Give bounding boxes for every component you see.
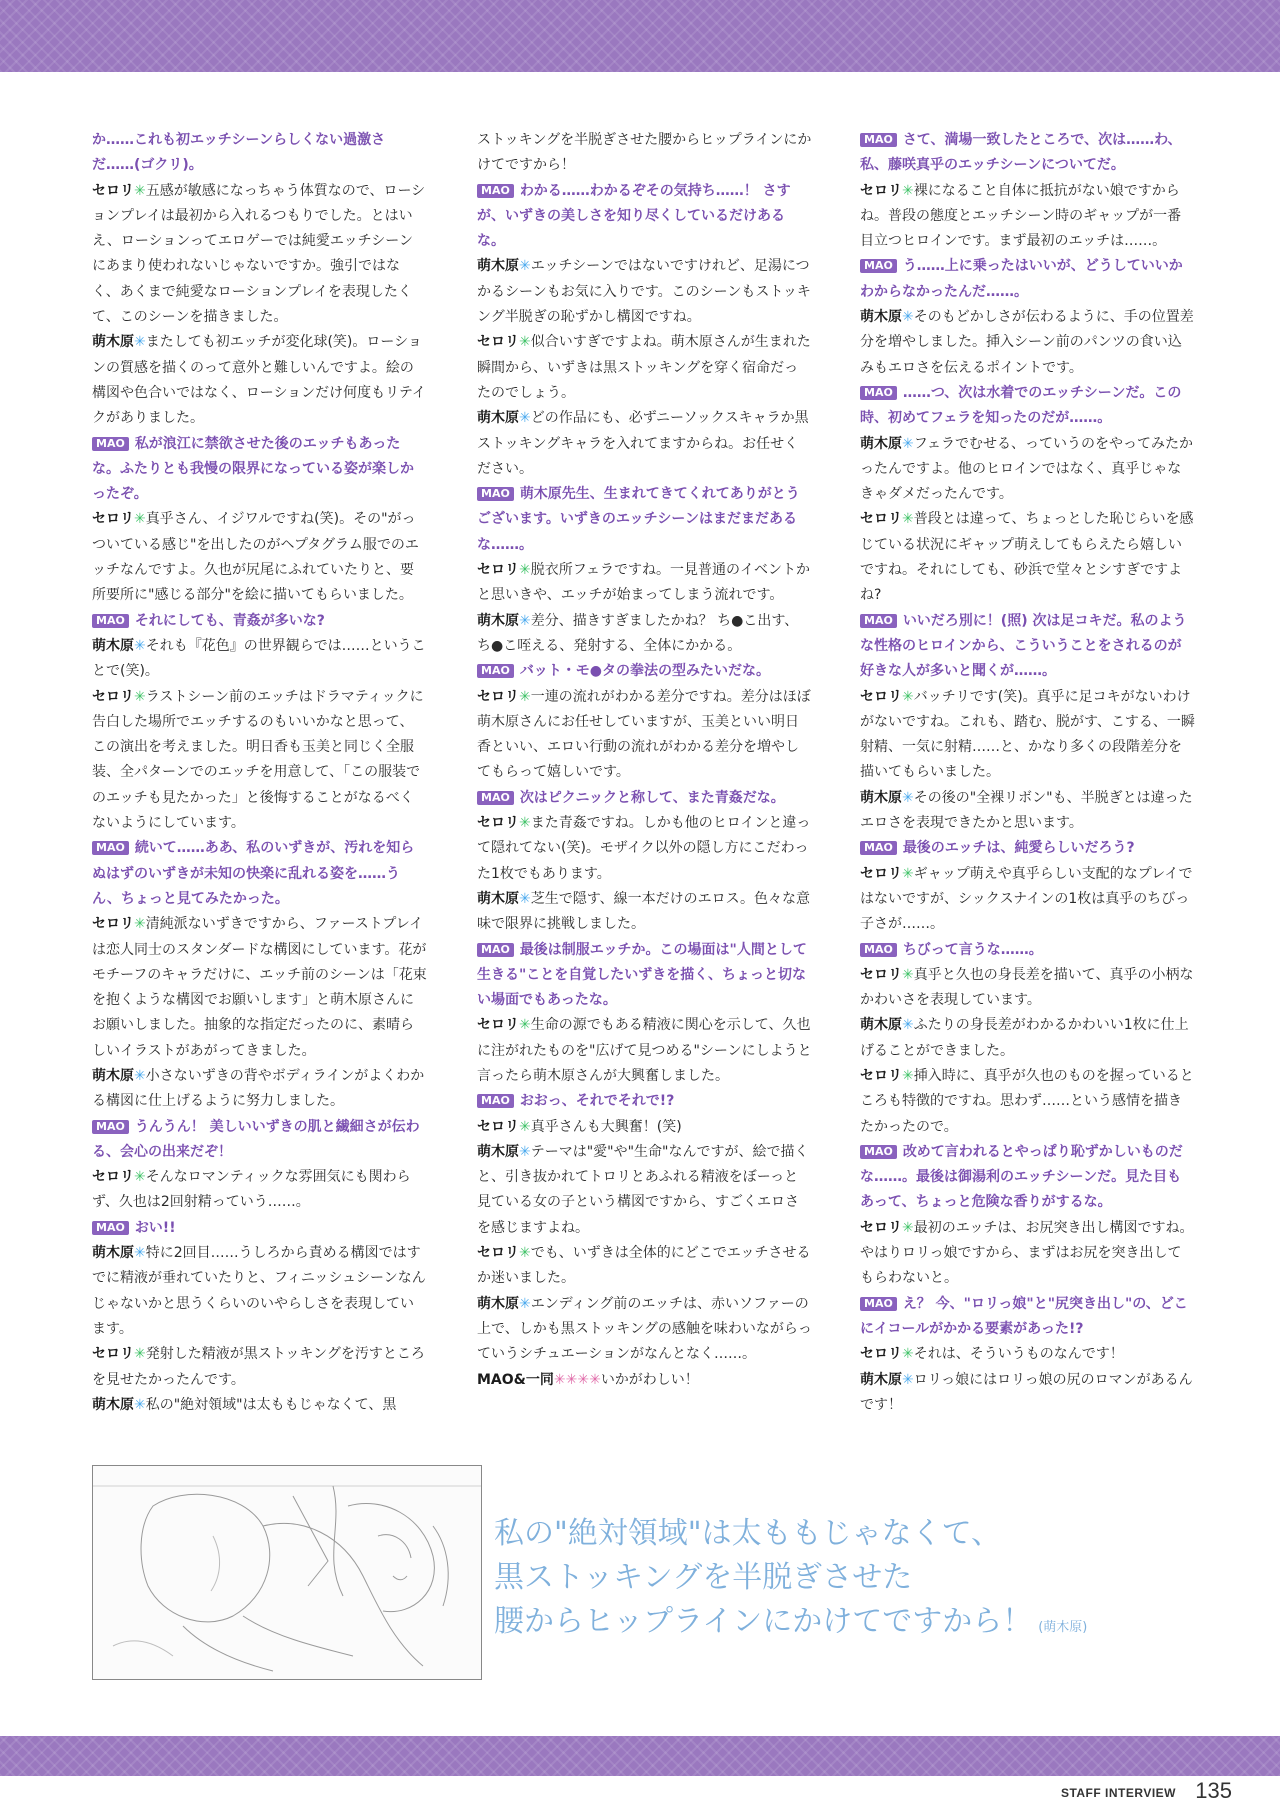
asterisk-icon: ✳: [134, 1396, 146, 1413]
speech-text: 裸になること自体に抵抗がない娘ですからね。普段の態度とエッチシーン時のギャップが一番目立つヒロインです。まず最初のエッチは……。: [860, 182, 1182, 250]
speaker-name: セロリ: [860, 182, 902, 199]
interview-line: [92, 912, 427, 1064]
speech-text: いかがわしい！: [600, 1371, 699, 1388]
speaker-badge-mao: MAO: [860, 259, 897, 273]
speech-text: バット・モ●タの拳法の型みたいだな。: [519, 663, 771, 680]
asterisk-icon: ✳: [519, 890, 531, 907]
interview-line: [860, 609, 1195, 685]
speech-text: エッチシーンではないですけれど、足湯につかるシーンもお気に入りです。このシーンもストッキング半脱ぎの恥ずかし構図ですね。: [477, 258, 811, 326]
asterisk-icon: ✳: [902, 1219, 914, 1236]
asterisk-icon: ✳: [134, 511, 146, 528]
speech-text: 生命の源でもある精液に関心を示して、久也に注がれたものを"広げて見つめる"シーンにしようと言ったら萌木原さんが大興奮しました。: [477, 1017, 812, 1084]
interview-line: [860, 1368, 1195, 1419]
speech-text: それは、そういうものなんです！: [913, 1346, 1124, 1363]
speech-text: ラストシーン前のエッチはドラマティックに告白した場所でエッチするのもいいかなと思って、この演出を考えました。明日香も玉美と同じく全服装、全パターンでのエッチを用意して、「この服装でのエッチも見たかった」と後悔することがなるべくないようにしています。: [92, 688, 424, 832]
asterisk-icon: ✳: [519, 1143, 531, 1160]
speech-text: おおっ、それでそれで!?: [519, 1093, 675, 1110]
speaker-name: セロリ: [477, 1118, 519, 1135]
interview-line: [477, 1089, 812, 1114]
asterisk-icon: ✳: [902, 1346, 914, 1363]
interview-line: [477, 887, 812, 938]
speech-text: 五感が敏感になっちゃう体質なので、ローションプレイは最初から入れるつもりでした。とはいえ、ローションってエロゲーでは純愛エッチシーンにあまり使われないじゃないですか。強引ではなく、あくまで純愛なローションプレイを表現したくて、このシーンを描きました。: [92, 182, 426, 326]
speaker-name: MAO&一同: [477, 1371, 554, 1388]
speech-text: 私の"絶対領域"は太ももじゃなくて、黒: [145, 1396, 397, 1413]
speech-text: 差分、描きすぎましたかね？ ち●こ出す、ち●こ咥える、発射する、全体にかかる。: [477, 612, 799, 654]
interview-line: [92, 609, 427, 634]
speech-text: 続いて……ああ、私のいずきが、汚れを知らぬはずのいずきが未知の快楽に乱れる姿を……うん、ちょっと見てみたかった。: [92, 840, 415, 907]
asterisk-icon: ✳: [519, 1295, 531, 1312]
speech-text: え？ 今、"ロリっ娘"と"尻突き出し"の、どこにイコールがかかる要素があった!?: [860, 1295, 1188, 1337]
interview-line: [860, 179, 1195, 255]
speech-text: どの作品にも、必ずニーソックスキャラか黒ストッキングキャラを入れてますからね。お任せください。: [477, 410, 809, 477]
speech-text: 私が浪江に禁欲させた後のエッチもあったな。ふたりとも我慢の限界になっている姿が楽しかったぞ。: [92, 435, 414, 503]
speech-text: 次はピクニックと称して、また青姦だな。: [519, 789, 785, 806]
speaker-name: セロリ: [477, 688, 519, 705]
interview-line: [477, 1140, 812, 1241]
interview-line: [477, 1013, 812, 1089]
speech-text: うんうん！ 美しいいずきの肌と繊細さが伝わる、会心の出来だぞ！: [92, 1118, 420, 1160]
speech-text: でも、いずきは全体的にどこでエッチさせるか迷いました。: [477, 1245, 811, 1287]
section-label: STAFF INTERVIEW: [1060, 1786, 1176, 1800]
interview-line: [477, 558, 812, 609]
interview-line: [92, 330, 427, 431]
column-right: [860, 128, 1195, 1438]
sketch-drawing: [93, 1466, 481, 1679]
speech-text: ロリっ娘にはロリっ娘の尻のロマンがあるんです！: [860, 1371, 1193, 1413]
speech-text: 最後のエッチは、純愛らしいだろう?: [902, 840, 1135, 857]
pull-quote-line-1: 私の"絶対領域"は太ももじゃなくて、: [494, 1516, 1001, 1551]
interview-line: [860, 786, 1195, 837]
interview-body: [92, 128, 1200, 1438]
speaker-name: セロリ: [92, 1346, 134, 1363]
speech-text: そのもどかしさが伝わるように、手の位置差分を増やしました。挿入シーン前のパンツの食い込みもエロさを伝えるポイントです。: [860, 309, 1194, 376]
speaker-name: 萌木原: [477, 612, 519, 629]
speech-text: か……これも初エッチシーンらしくない過激さだ……(ゴクリ)。: [92, 132, 386, 174]
speaker-name: セロリ: [92, 511, 134, 528]
interview-line: [860, 254, 1195, 305]
speaker-name: 萌木原: [860, 1371, 902, 1388]
interview-line: [860, 128, 1195, 179]
speech-text: 真乎さんも大興奮！(笑): [530, 1118, 682, 1135]
speaker-badge-mao: MAO: [477, 184, 514, 198]
speech-text: わかる……わかるぞその気持ち……！ さすが、いずきの美しさを知り尽くしているだけあるな。: [477, 182, 791, 250]
interview-line: [860, 432, 1195, 508]
pull-quote-line-3-wrap: [494, 1600, 1194, 1650]
interview-line: [860, 836, 1195, 861]
speaker-badge-mao: MAO: [477, 791, 514, 805]
interview-line: [92, 1165, 427, 1216]
speaker-name: 萌木原: [477, 410, 519, 427]
asterisk-icon: ✳: [519, 815, 531, 832]
interview-line: [92, 634, 427, 685]
interview-line: [477, 254, 812, 330]
speech-text: ストッキングを半脱ぎさせた腰からヒップラインにかけてですから！: [477, 132, 812, 174]
page-number: 135: [1195, 1778, 1232, 1803]
speaker-name: セロリ: [477, 815, 519, 832]
speech-text: 改めて言われるとやっぱり恥ずかしいものだな……。最後は御湯利のエッチシーンだ。見た目もあって、ちょっと危険な香りがするな。: [860, 1143, 1183, 1211]
interview-line: [860, 1292, 1195, 1343]
speaker-badge-mao: MAO: [477, 487, 514, 501]
speaker-name: 萌木原: [477, 1143, 519, 1160]
asterisk-icon: ✳: [519, 1118, 531, 1135]
speech-text: おい!!: [134, 1219, 176, 1236]
interview-line: [860, 507, 1195, 608]
interview-line: [860, 963, 1195, 1014]
speech-text: 似合いすぎですよね。萌木原さんが生まれた瞬間から、いずきは黒ストッキングを穿く宿命だったのでしょう。: [477, 334, 811, 401]
speech-text: 脱衣所フェラですね。一見普通のイベントかと思いきや、エッチが始まってしまう流れです。: [477, 562, 811, 604]
asterisk-icon: ✳: [902, 435, 914, 452]
speaker-name: セロリ: [477, 1017, 519, 1034]
interview-line: [477, 1368, 812, 1393]
interview-line: [860, 1140, 1195, 1216]
interview-line: [477, 406, 812, 482]
speaker-name: 萌木原: [860, 309, 902, 326]
speech-text: ちびって言うな……。: [902, 941, 1043, 958]
speech-text: 芝生で隠す、線一本だけのエロス。色々な意味で限界に挑戦しました。: [477, 890, 811, 933]
asterisk-icon: ✳✳✳✳: [553, 1371, 601, 1388]
speech-text: 一連の流れがわかる差分ですね。差分はほぼ萌木原さんにお任せしていますが、玉美といい明日香といい、エロい行動の流れがわかる差分を増やしてもらって嬉しいです。: [477, 688, 811, 781]
interview-line: [92, 1115, 427, 1166]
speaker-badge-mao: MAO: [860, 386, 897, 400]
interview-line: [92, 836, 427, 912]
asterisk-icon: ✳: [519, 410, 531, 427]
asterisk-icon: ✳: [902, 182, 914, 199]
speech-text: 真乎さん、イジワルですね(笑)。その"がっついている感じ"を出したのがヘプタグラム服でのエッチなんですよ。久也が尻尾にふれていたりと、要所要所に"感じる部分"を絵に描いてもらいました。: [92, 511, 419, 604]
speaker-name: 萌木原: [92, 1396, 134, 1413]
speaker-name: セロリ: [477, 1245, 519, 1262]
pull-quote-line-3: 腰からヒップラインにかけてですから！: [494, 1604, 1033, 1639]
interview-line: [860, 1342, 1195, 1367]
interview-line: [860, 1064, 1195, 1140]
speech-text: エンディング前のエッチは、赤いソファーの上で、しかも黒ストッキングの感触を味わいながらっていうシチュエーションがなんとなく……。: [477, 1295, 812, 1363]
speaker-name: 萌木原: [860, 1017, 902, 1034]
speaker-name: セロリ: [860, 966, 902, 983]
speaker-badge-mao: MAO: [477, 943, 514, 957]
speech-text: 特に2回目……うしろから責める構図ではすでに精液が垂れていたりと、フィニッシュシーンなんじゃないかと思うくらいのいやらしさを表現しています。: [92, 1245, 426, 1337]
speech-text: 最後は制服エッチか。この場面は"人間として生きる"ことを自覚したいずきを描く、ちょっと切ない場面でもあったな。: [477, 941, 807, 1009]
asterisk-icon: ✳: [519, 1017, 531, 1034]
speaker-name: 萌木原: [92, 637, 134, 654]
speech-text: また青姦ですね。しかも他のヒロインと違って隠れてない(笑)。モザイク以外の隠し方にこだわった1枚でもあります。: [477, 815, 811, 882]
interview-line: [477, 128, 812, 179]
asterisk-icon: ✳: [134, 182, 146, 199]
pull-quote: [494, 1512, 1194, 1650]
speech-text: 小さないずきの背やボディラインがよくわかる構図に仕上げるように努力しました。: [92, 1067, 425, 1110]
speech-text: バッチリです(笑)。真乎に足コキがないわけがないですね。これも、踏む、脱がす、こする、一瞬射精、一気に射精……と、かなり多くの段階差分を描いてもらいました。: [860, 688, 1195, 781]
speaker-badge-mao: MAO: [92, 614, 129, 628]
asterisk-icon: ✳: [902, 1371, 914, 1388]
interview-line: [477, 811, 812, 887]
speech-text: ふたりの身長差がわかるかわいい1枚に仕上げることができました。: [860, 1017, 1189, 1059]
pull-quote-line-2: 黒ストッキングを半脱ぎさせた: [494, 1560, 913, 1595]
interview-line: [477, 1292, 812, 1368]
pull-quote-attribution: (萌木原): [1038, 1620, 1088, 1635]
asterisk-icon: ✳: [902, 1017, 914, 1034]
interview-line: [92, 432, 427, 508]
speech-text: ギャップ萌えや真乎らしい支配的なプレイではないですが、シックスナインの1枚は真乎のちびっ子さが……。: [860, 865, 1193, 933]
speech-text: いいだろ別に！(照) 次は足コキだ。私のような性格のヒロインから、こういうことをされるのが好きな人が多いと聞くが……。: [860, 612, 1187, 680]
asterisk-icon: ✳: [902, 309, 914, 326]
speech-text: う……上に乗ったはいいが、どうしていいかわからなかったんだ……。: [860, 258, 1183, 300]
asterisk-icon: ✳: [902, 1067, 914, 1084]
asterisk-icon: ✳: [134, 916, 146, 933]
speaker-name: セロリ: [477, 334, 519, 351]
asterisk-icon: ✳: [519, 562, 531, 579]
speaker-badge-mao: MAO: [92, 841, 129, 855]
interview-line: [860, 685, 1195, 786]
interview-line: [477, 786, 812, 811]
speaker-badge-mao: MAO: [860, 1145, 897, 1159]
asterisk-icon: ✳: [134, 1346, 146, 1363]
speaker-name: 萌木原: [92, 1245, 134, 1262]
speech-text: テーマは"愛"や"生命"なんですが、絵で描くと、引き抜かれてトロリとあふれる精液をぼーっと見ている女の子という構図ですから、すごくエロさを感じますよね。: [477, 1143, 809, 1236]
speaker-badge-mao: MAO: [860, 133, 897, 147]
interview-line: [860, 305, 1195, 381]
speaker-badge-mao: MAO: [477, 664, 514, 678]
speech-text: さて、満場一致したところで、次は……わ、私、藤咲真乎のエッチシーンについてだ。: [860, 132, 1182, 174]
speaker-name: 萌木原: [92, 334, 134, 351]
interview-line: [477, 685, 812, 786]
speaker-name: セロリ: [860, 1346, 902, 1363]
asterisk-icon: ✳: [134, 1169, 146, 1186]
speaker-name: セロリ: [477, 562, 519, 579]
speech-text: その後の"全裸リボン"も、半脱ぎとは違ったエロさを表現できたかと思います。: [860, 789, 1193, 832]
interview-line: [92, 1064, 427, 1115]
speech-text: 真乎と久也の身長差を描いて、真乎の小柄なかわいさを表現しています。: [860, 966, 1194, 1009]
speaker-badge-mao: MAO: [92, 1221, 129, 1235]
asterisk-icon: ✳: [902, 865, 914, 882]
page-footer: [0, 1776, 1280, 1810]
interview-line: [860, 1013, 1195, 1064]
speaker-badge-mao: MAO: [860, 841, 897, 855]
speech-text: 普段とは違って、ちょっとした恥じらいを感じている状況にギャップ萌えしてもらえたら嬉しいですね。それにしても、砂浜で堂々とシすぎですよね?: [860, 511, 1194, 604]
interview-line: [92, 179, 427, 331]
speaker-name: セロリ: [92, 688, 134, 705]
column-left: [92, 128, 427, 1438]
speaker-badge-mao: MAO: [860, 943, 897, 957]
speaker-badge-mao: MAO: [860, 1297, 897, 1311]
speech-text: それにしても、青姦が多いな?: [134, 612, 325, 629]
asterisk-icon: ✳: [134, 637, 146, 654]
speech-text: それも『花色』の世界観らでは……ということで(笑)。: [92, 637, 426, 680]
asterisk-icon: ✳: [902, 789, 914, 806]
speaker-name: 萌木原: [92, 1067, 134, 1084]
speaker-name: 萌木原: [860, 435, 902, 452]
interview-line: [477, 938, 812, 1014]
asterisk-icon: ✳: [519, 1245, 531, 1262]
interview-line: [92, 1393, 427, 1418]
speaker-badge-mao: MAO: [92, 1120, 129, 1134]
interview-line: [860, 862, 1195, 938]
asterisk-icon: ✳: [519, 334, 531, 351]
asterisk-icon: ✳: [519, 258, 531, 275]
interview-line: [860, 1216, 1195, 1292]
speaker-badge-mao: MAO: [92, 437, 129, 451]
speaker-name: セロリ: [860, 511, 902, 528]
speaker-name: 萌木原: [477, 1295, 519, 1312]
speech-text: ……つ、次は水着でのエッチシーンだ。この時、初めてフェラを知ったのだが……。: [860, 384, 1182, 427]
illustration-sketch: [92, 1465, 482, 1680]
interview-line: [477, 659, 812, 684]
speech-text: 清純派ないずきですから、ファーストプレイは恋人同士のスタンダードな構図にしています。花がモチーフのキャラだけに、エッチ前のシーンは「花束を抱くような構図でお願いします」と萌木原さんにお願いしました。抽象的な指定だったのに、素晴らしいイラストがあがってきました。: [92, 916, 427, 1059]
speech-text: 最初のエッチは、お尻突き出し構図ですね。やはりロリっ娘ですから、まずはお尻を突き出してもらわないと。: [860, 1219, 1194, 1287]
interview-line: [477, 179, 812, 255]
asterisk-icon: ✳: [902, 688, 914, 705]
asterisk-icon: ✳: [134, 334, 146, 351]
speech-text: 萌木原先生、生まれてきてくれてありがとうございます。いずきのエッチシーンはまだまだあるな……。: [477, 486, 800, 553]
interview-line: [92, 1216, 427, 1241]
speaker-name: セロリ: [92, 1169, 134, 1186]
asterisk-icon: ✳: [902, 511, 914, 528]
column-middle: [477, 128, 812, 1438]
speech-text: またしても初エッチが変化球(笑)。ローションの質感を描くのって意外と難しいんですよ。絵の構図や色合いではなく、ローションだけ何度もリテイクがありました。: [92, 334, 426, 427]
interview-line: [477, 1241, 812, 1292]
interview-line: [477, 482, 812, 558]
speaker-name: 萌木原: [477, 258, 519, 275]
asterisk-icon: ✳: [519, 612, 531, 629]
speaker-badge-mao: MAO: [860, 614, 897, 628]
asterisk-icon: ✳: [134, 688, 146, 705]
asterisk-icon: ✳: [902, 966, 914, 983]
speaker-name: セロリ: [92, 182, 134, 199]
asterisk-icon: ✳: [519, 688, 531, 705]
speaker-name: セロリ: [860, 1219, 902, 1236]
speaker-name: セロリ: [92, 916, 134, 933]
speaker-name: セロリ: [860, 865, 902, 882]
header-band: [0, 0, 1280, 72]
interview-line: [477, 330, 812, 406]
interview-line: [92, 1241, 427, 1342]
asterisk-icon: ✳: [134, 1245, 146, 1262]
speaker-name: 萌木原: [860, 789, 902, 806]
interview-line: [92, 685, 427, 837]
speaker-name: セロリ: [860, 688, 902, 705]
asterisk-icon: ✳: [134, 1067, 146, 1084]
interview-line: [860, 938, 1195, 963]
speaker-name: 萌木原: [477, 890, 519, 907]
footer-band: [0, 1736, 1280, 1776]
interview-line: [92, 1342, 427, 1393]
speech-text: そんなロマンティックな雰囲気にも関わらず、久也は2回射精っていう……。: [92, 1169, 411, 1211]
interview-line: [92, 507, 427, 608]
speech-text: 発射した精液が黒ストッキングを汚すところを見せたかったんです。: [92, 1346, 425, 1388]
speech-text: 挿入時に、真乎が久也のものを握っているところも特徴的ですね。思わず……という感情を描きたかったので。: [860, 1067, 1194, 1135]
interview-line: [477, 1115, 812, 1140]
interview-line: [860, 381, 1195, 432]
interview-line: [92, 128, 427, 179]
interview-line: [477, 609, 812, 660]
speaker-name: セロリ: [860, 1067, 902, 1084]
speech-text: フェラでむせる、っていうのをやってみたかったんですよ。他のヒロインではなく、真乎じゃなきゃダメだったんです。: [860, 435, 1194, 503]
speaker-badge-mao: MAO: [477, 1094, 514, 1108]
